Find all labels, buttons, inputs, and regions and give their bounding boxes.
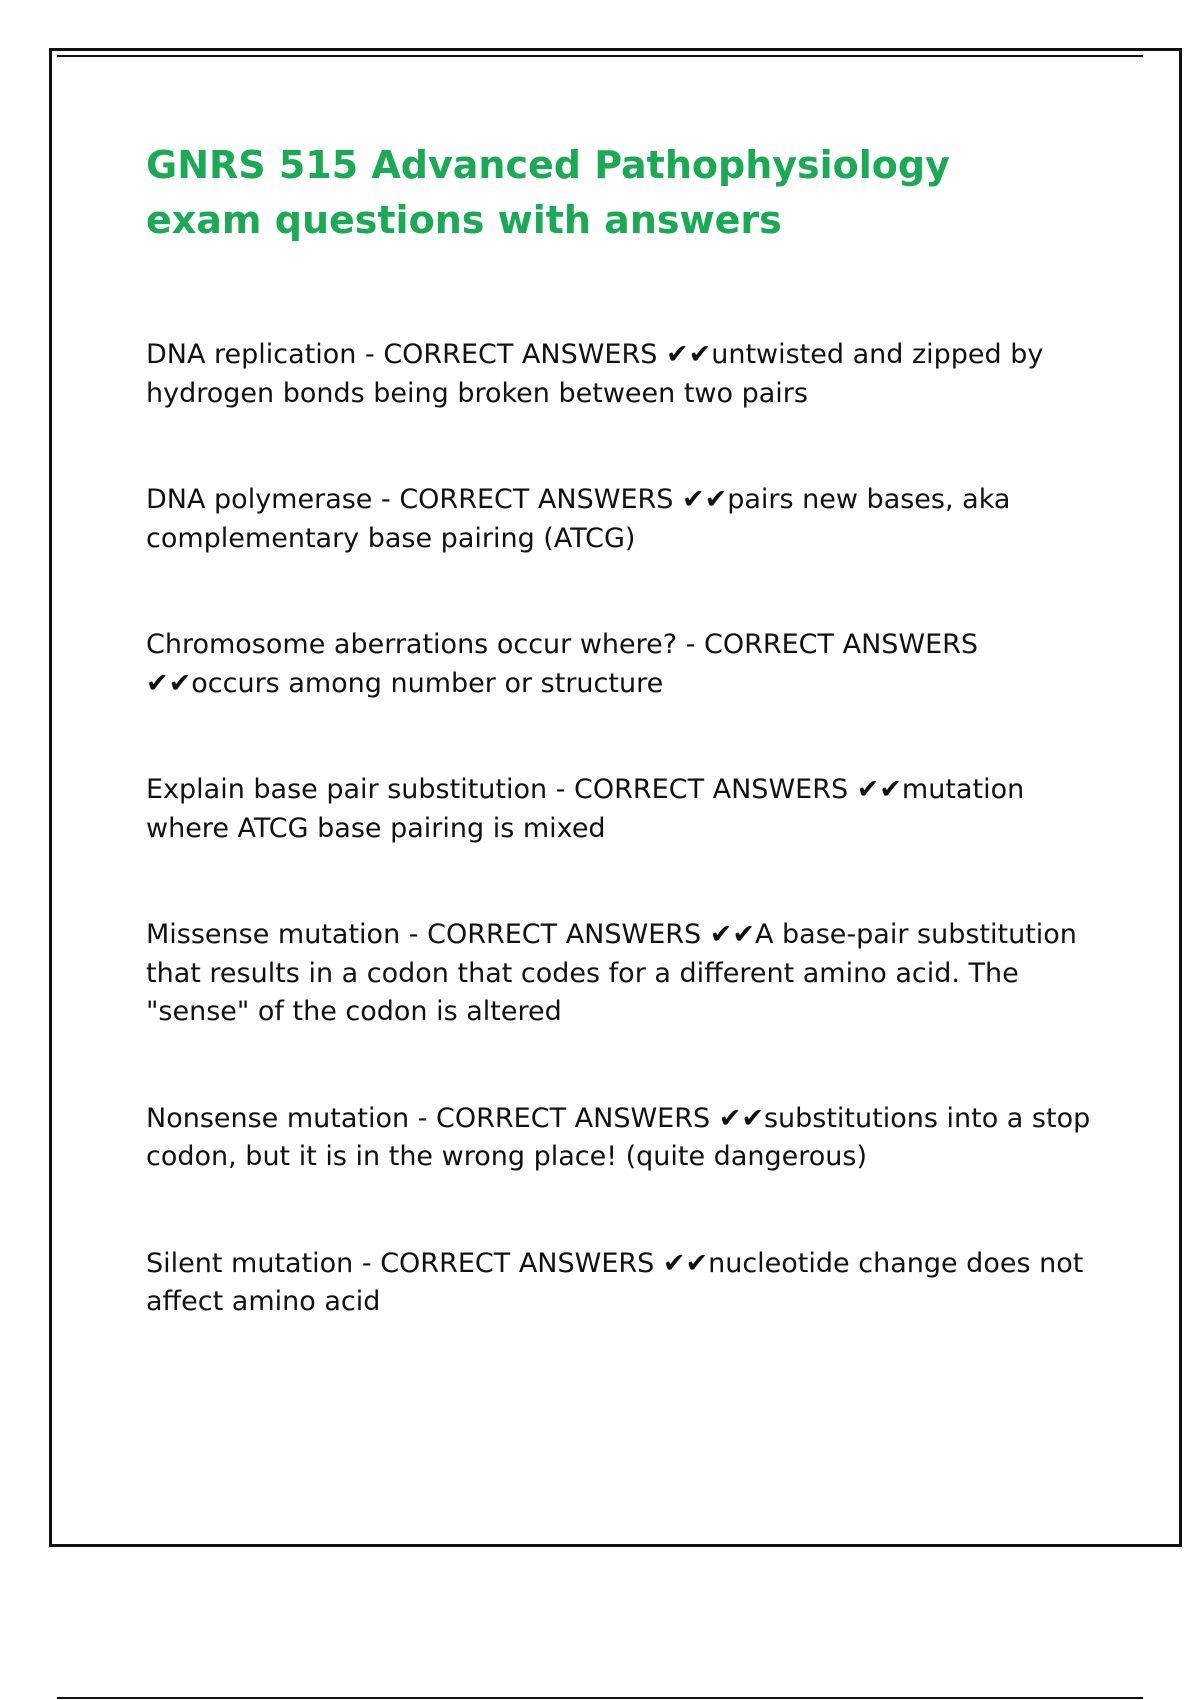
title-line-2: exam questions with answers bbox=[146, 198, 782, 242]
qa-item-chromosome-aberrations: Chromosome aberrations occur where? - CORRECT ANSWERS ✔✔occurs among number or structure bbox=[146, 629, 979, 699]
qa-item-base-pair-substitution: Explain base pair substitution - CORRECT ANSWERS ✔✔mutation where ATCG base pairing is mixed bbox=[146, 774, 1025, 844]
bottom-rule-divider bbox=[57, 1697, 1143, 1699]
title-line-1: GNRS 515 Advanced Pathophysiology bbox=[146, 143, 950, 187]
qa-item-missense-mutation: Missense mutation - CORRECT ANSWERS ✔✔A base-pair substitution that results in a codon that codes for a different amino acid. The "sense" of the codon is altered bbox=[146, 919, 1077, 1027]
top-rule-divider bbox=[57, 55, 1143, 57]
qa-item-dna-polymerase: DNA polymerase - CORRECT ANSWERS ✔✔pairs new bases, aka complementary base pairing (ATCG) bbox=[146, 484, 1011, 554]
qa-item-silent-mutation: Silent mutation - CORRECT ANSWERS ✔✔nucleotide change does not affect amino acid bbox=[146, 1247, 1084, 1317]
qa-item-dna-replication: DNA replication - CORRECT ANSWERS ✔✔untwisted and zipped by hydrogen bonds being broken between two pairs bbox=[146, 339, 1044, 409]
document-content bbox=[146, 138, 1106, 1390]
qa-list bbox=[146, 336, 1106, 1322]
document-title bbox=[146, 138, 1106, 248]
qa-item-nonsense-mutation: Nonsense mutation - CORRECT ANSWERS ✔✔substitutions into a stop codon, but it is in the wrong place! (quite dangerous) bbox=[146, 1102, 1091, 1172]
